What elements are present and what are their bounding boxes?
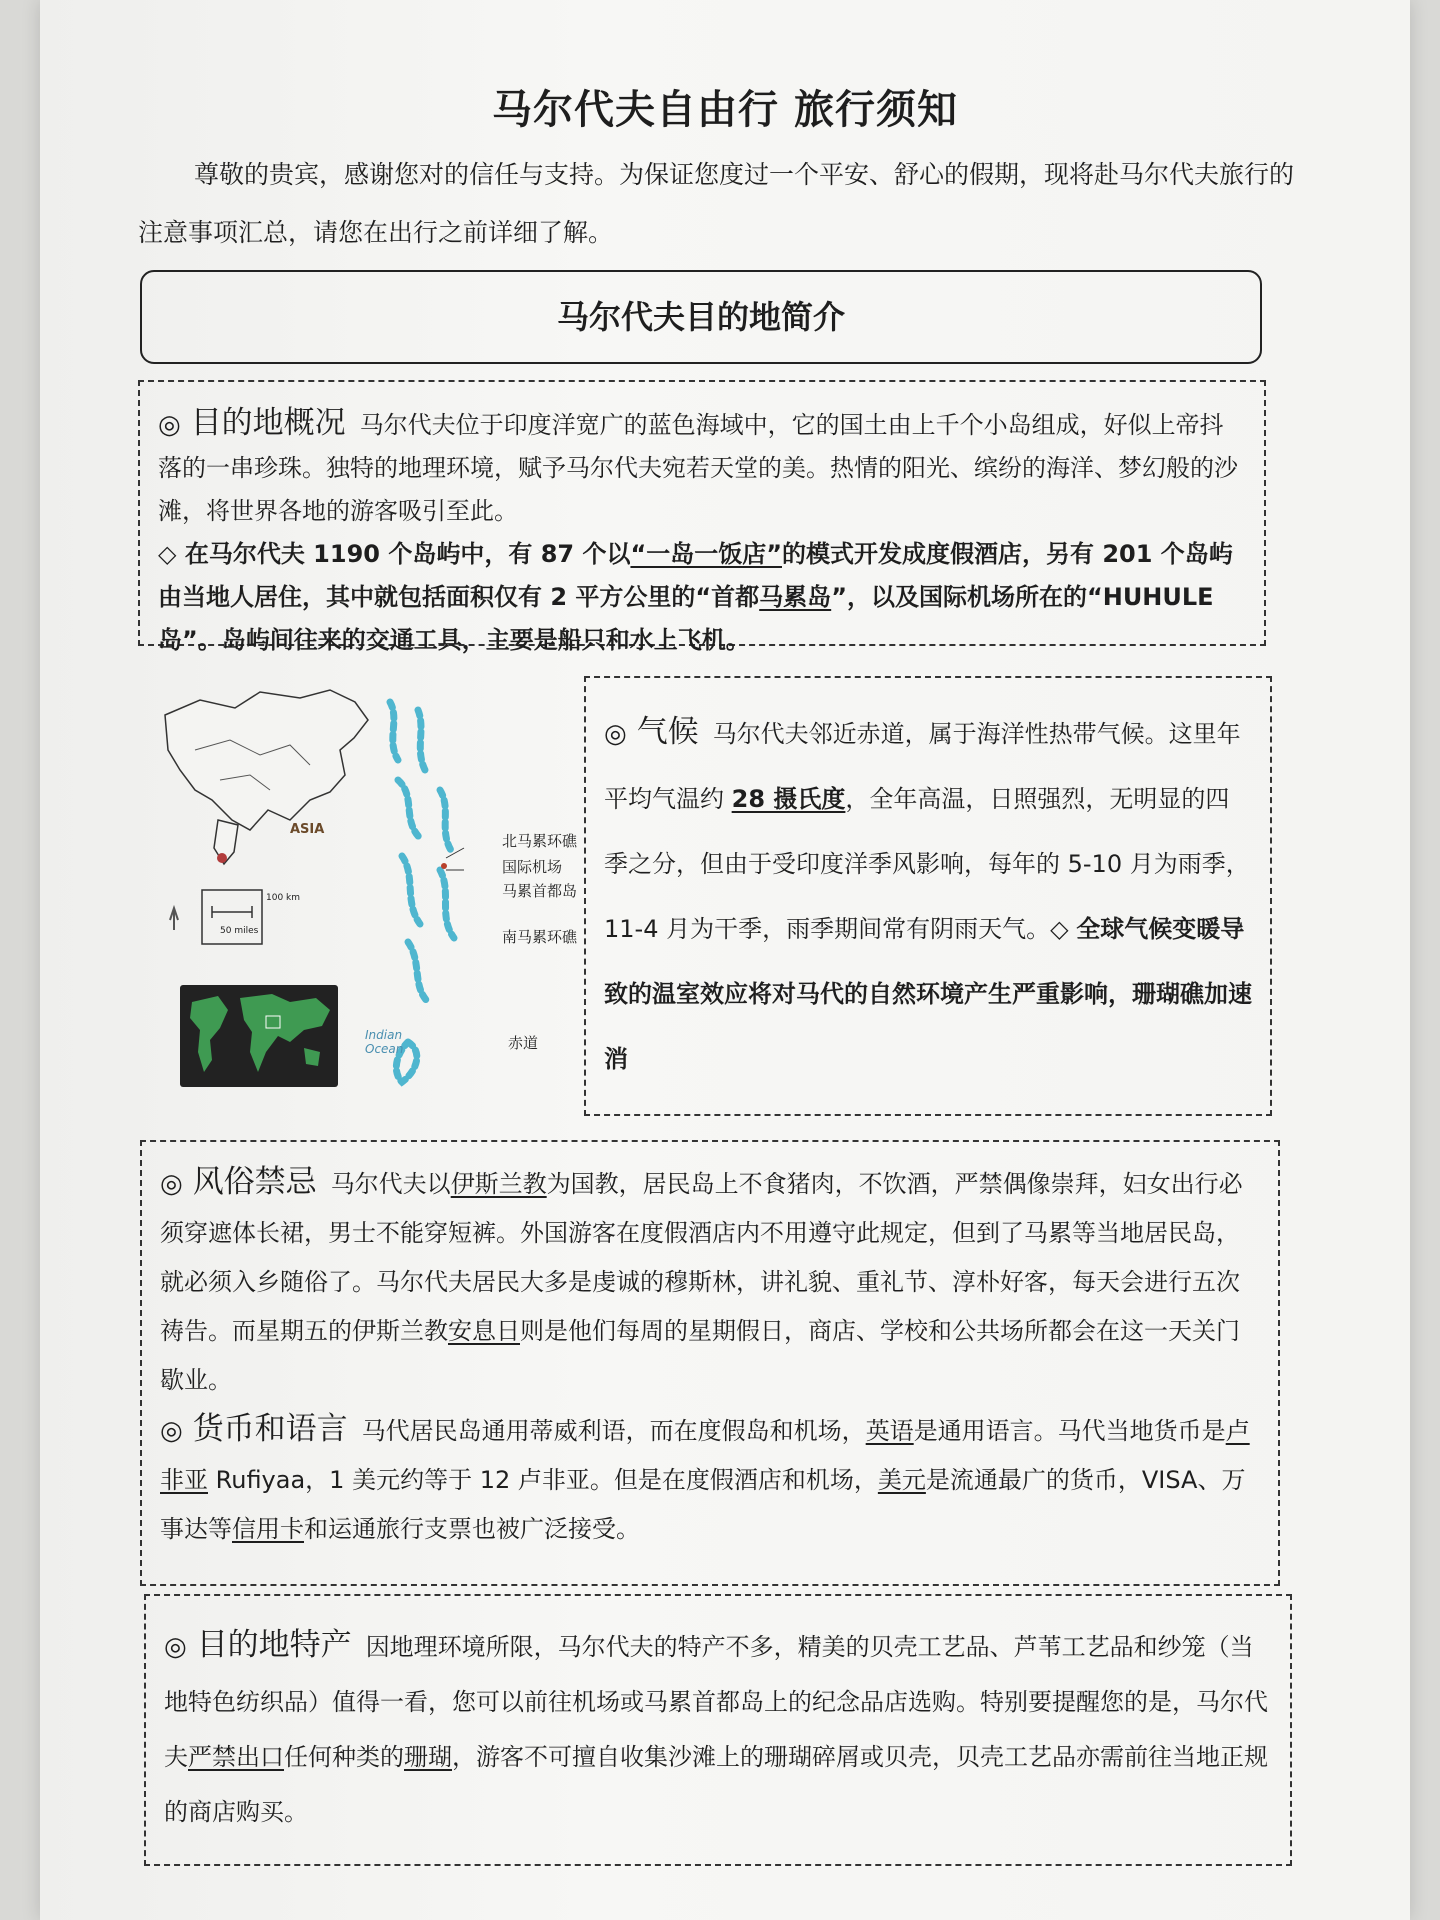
asia-label: ASIA bbox=[290, 822, 325, 837]
usd-term: 美元 bbox=[877, 1466, 926, 1494]
climate-text-2: ，全年高温，日照强烈，无明显的四季之分，但由于受印度洋季风影响，每年的 5-10 月为雨季，11-4 月为干季，雨季期间常有阴雨天气。 bbox=[604, 785, 1250, 943]
overview-detail-text-3: ”，以及国际机场所在的“HUHULE 岛”。岛屿间往来的交通工具，主要是船只和水上飞机。 bbox=[158, 583, 1214, 654]
customs-text-3: 则是他们每周的星期假日，商店、学校和公共场所都会在这一天关门歇业。 bbox=[160, 1317, 1240, 1394]
bullet-icon: ◎ bbox=[160, 1416, 183, 1446]
document-page bbox=[40, 0, 1410, 1920]
climate-box bbox=[584, 676, 1272, 1116]
overview-text: 马尔代夫位于印度洋宽广的蓝色海域中，它的国土由上千个小岛组成，好似上帝抖落的一串珍珠。独特的地理环境，赋予马尔代夫宛若天堂的美。热情的阳光、缤纷的海洋、梦幻般的沙滩，将世界各地的游客吸引至此。 bbox=[158, 411, 1238, 525]
customs-heading: 风俗禁忌 bbox=[192, 1164, 317, 1200]
currency-text-5: 和运通旅行支票也被广泛接受。 bbox=[304, 1515, 640, 1543]
scale-km-label: 100 km bbox=[266, 893, 301, 903]
bullet-icon: ◎ bbox=[160, 1169, 183, 1199]
climate-paragraph bbox=[604, 700, 1252, 1092]
overview-detail-text-2: 的模式开发成度假酒店，另有 201 个岛屿由当地人居住，其中就包括面积仅有 2 平方公里的“首都 bbox=[158, 540, 1233, 611]
bullet-icon: ◎ bbox=[164, 1632, 187, 1662]
specialty-paragraph bbox=[164, 1618, 1272, 1840]
customs-text-2: 为国教，居民岛上不食猪肉，不饮酒，严禁偶像崇拜，妇女出行必须穿遮体长裙，男士不能穿短裤。外国游客在度假酒店内不用遵守此规定，但到了马累等当地居民岛，就必须入乡随俗了。马尔代夫居民大多是虔诚的穆斯林，讲礼貌、重礼节、淳朴好客，每天会进行五次祷告。而星期五的伊斯兰教 bbox=[160, 1170, 1243, 1345]
specialty-heading: 目的地特产 bbox=[196, 1627, 352, 1663]
english-term: 英语 bbox=[865, 1417, 914, 1445]
male-island-term: 马累岛 bbox=[759, 583, 832, 611]
specialty-text-1: 因地理环境所限，马尔代夫的特产不多，精美的贝壳工艺品、芦苇工艺品和纱笼（当地特色纺织品）值得一看，您可以前往机场或马累首都岛上的纪念品店选购。特别要提醒您的是，马尔代夫 bbox=[164, 1633, 1268, 1771]
intro-paragraph bbox=[138, 146, 1318, 262]
page-title: 马尔代夫自由行 旅行须知 bbox=[492, 87, 958, 133]
currency-text-2: 是通用语言。马代当地货币是 bbox=[913, 1417, 1226, 1445]
map-graphic bbox=[140, 680, 580, 1130]
north-arrow bbox=[170, 908, 178, 930]
asia-outline bbox=[165, 690, 368, 830]
diamond-icon: ◇ bbox=[158, 540, 177, 568]
rufiyaa-term: 卢非亚 bbox=[160, 1417, 1250, 1494]
south-male-atoll-label: 南马累环礁 bbox=[502, 928, 578, 946]
specialty-text-2: 任何种类的 bbox=[284, 1743, 404, 1771]
climate-heading: 气候 bbox=[636, 714, 699, 750]
currency-text-3: Rufiyaa，1 美元约等于 12 卢非亚。但是在度假酒店和机场， bbox=[208, 1466, 878, 1494]
indian-ocean-label: Indian Ocean bbox=[365, 1028, 404, 1056]
currency-heading: 货币和语言 bbox=[192, 1411, 348, 1447]
specialty-box bbox=[144, 1594, 1292, 1866]
coral-term: 珊瑚 bbox=[404, 1743, 452, 1771]
overview-paragraph bbox=[158, 402, 1246, 533]
airport-label: 国际机场 bbox=[502, 858, 563, 876]
intro-text: 尊敬的贵宾，感谢您对的信任与支持。为保证您度过一个平安、舒心的假期，现将赴马尔代夫旅行的注意事项汇总，请您在出行之前详细了解。 bbox=[138, 160, 1295, 247]
customs-paragraph bbox=[160, 1158, 1260, 1405]
climate-warning-text: 全球气候变暖导致的温室效应将对马代的自然环境产生严重影响，珊瑚礁加速消 bbox=[604, 915, 1252, 1073]
map-illustration bbox=[140, 680, 580, 1130]
overview-box bbox=[138, 380, 1266, 654]
male-capital-label: 马累首都岛 bbox=[502, 882, 578, 900]
diamond-icon: ◇ bbox=[1050, 915, 1069, 943]
maldives-atolls bbox=[390, 702, 454, 1082]
equator-label: 赤道 bbox=[508, 1034, 539, 1052]
overview-detail-text-1: 在马尔代夫 1190 个岛屿中，有 87 个以 bbox=[184, 540, 631, 568]
north-male-atoll-label: 北马累环礁 bbox=[502, 832, 578, 850]
overview-detail bbox=[158, 533, 1246, 662]
currency-text-4: 是流通最广的货币，VISA、万事达等 bbox=[160, 1466, 1246, 1543]
bullet-icon: ◎ bbox=[604, 719, 627, 749]
credit-card-term: 信用卡 bbox=[232, 1515, 304, 1543]
temperature-value: 28 摄氏度 bbox=[731, 785, 846, 813]
export-ban-term: 严禁出口 bbox=[188, 1743, 284, 1771]
climate-text-1: 马尔代夫邻近赤道，属于海洋性热带气候。这里年平均气温约 bbox=[604, 720, 1241, 813]
islam-term: 伊斯兰教 bbox=[450, 1170, 547, 1198]
section-heading: 马尔代夫目的地简介 bbox=[140, 270, 1262, 364]
specialty-text-3: ，游客不可擅自收集沙滩上的珊瑚碎屑或贝壳，贝壳工艺品亦需前往当地正规的商店购买。 bbox=[164, 1743, 1268, 1826]
customs-currency-box bbox=[140, 1140, 1280, 1586]
currency-text-1: 马代居民岛通用蒂威利语，而在度假岛和机场， bbox=[361, 1417, 866, 1445]
one-island-one-hotel-term: “一岛一饭店” bbox=[630, 540, 782, 568]
overview-heading: 目的地概况 bbox=[190, 405, 346, 441]
customs-text-1: 马尔代夫以 bbox=[330, 1170, 451, 1198]
scale-miles-label: 50 miles bbox=[220, 926, 259, 936]
bullet-icon: ◎ bbox=[158, 410, 181, 440]
currency-paragraph bbox=[160, 1405, 1260, 1554]
sabbath-term: 安息日 bbox=[448, 1317, 520, 1345]
